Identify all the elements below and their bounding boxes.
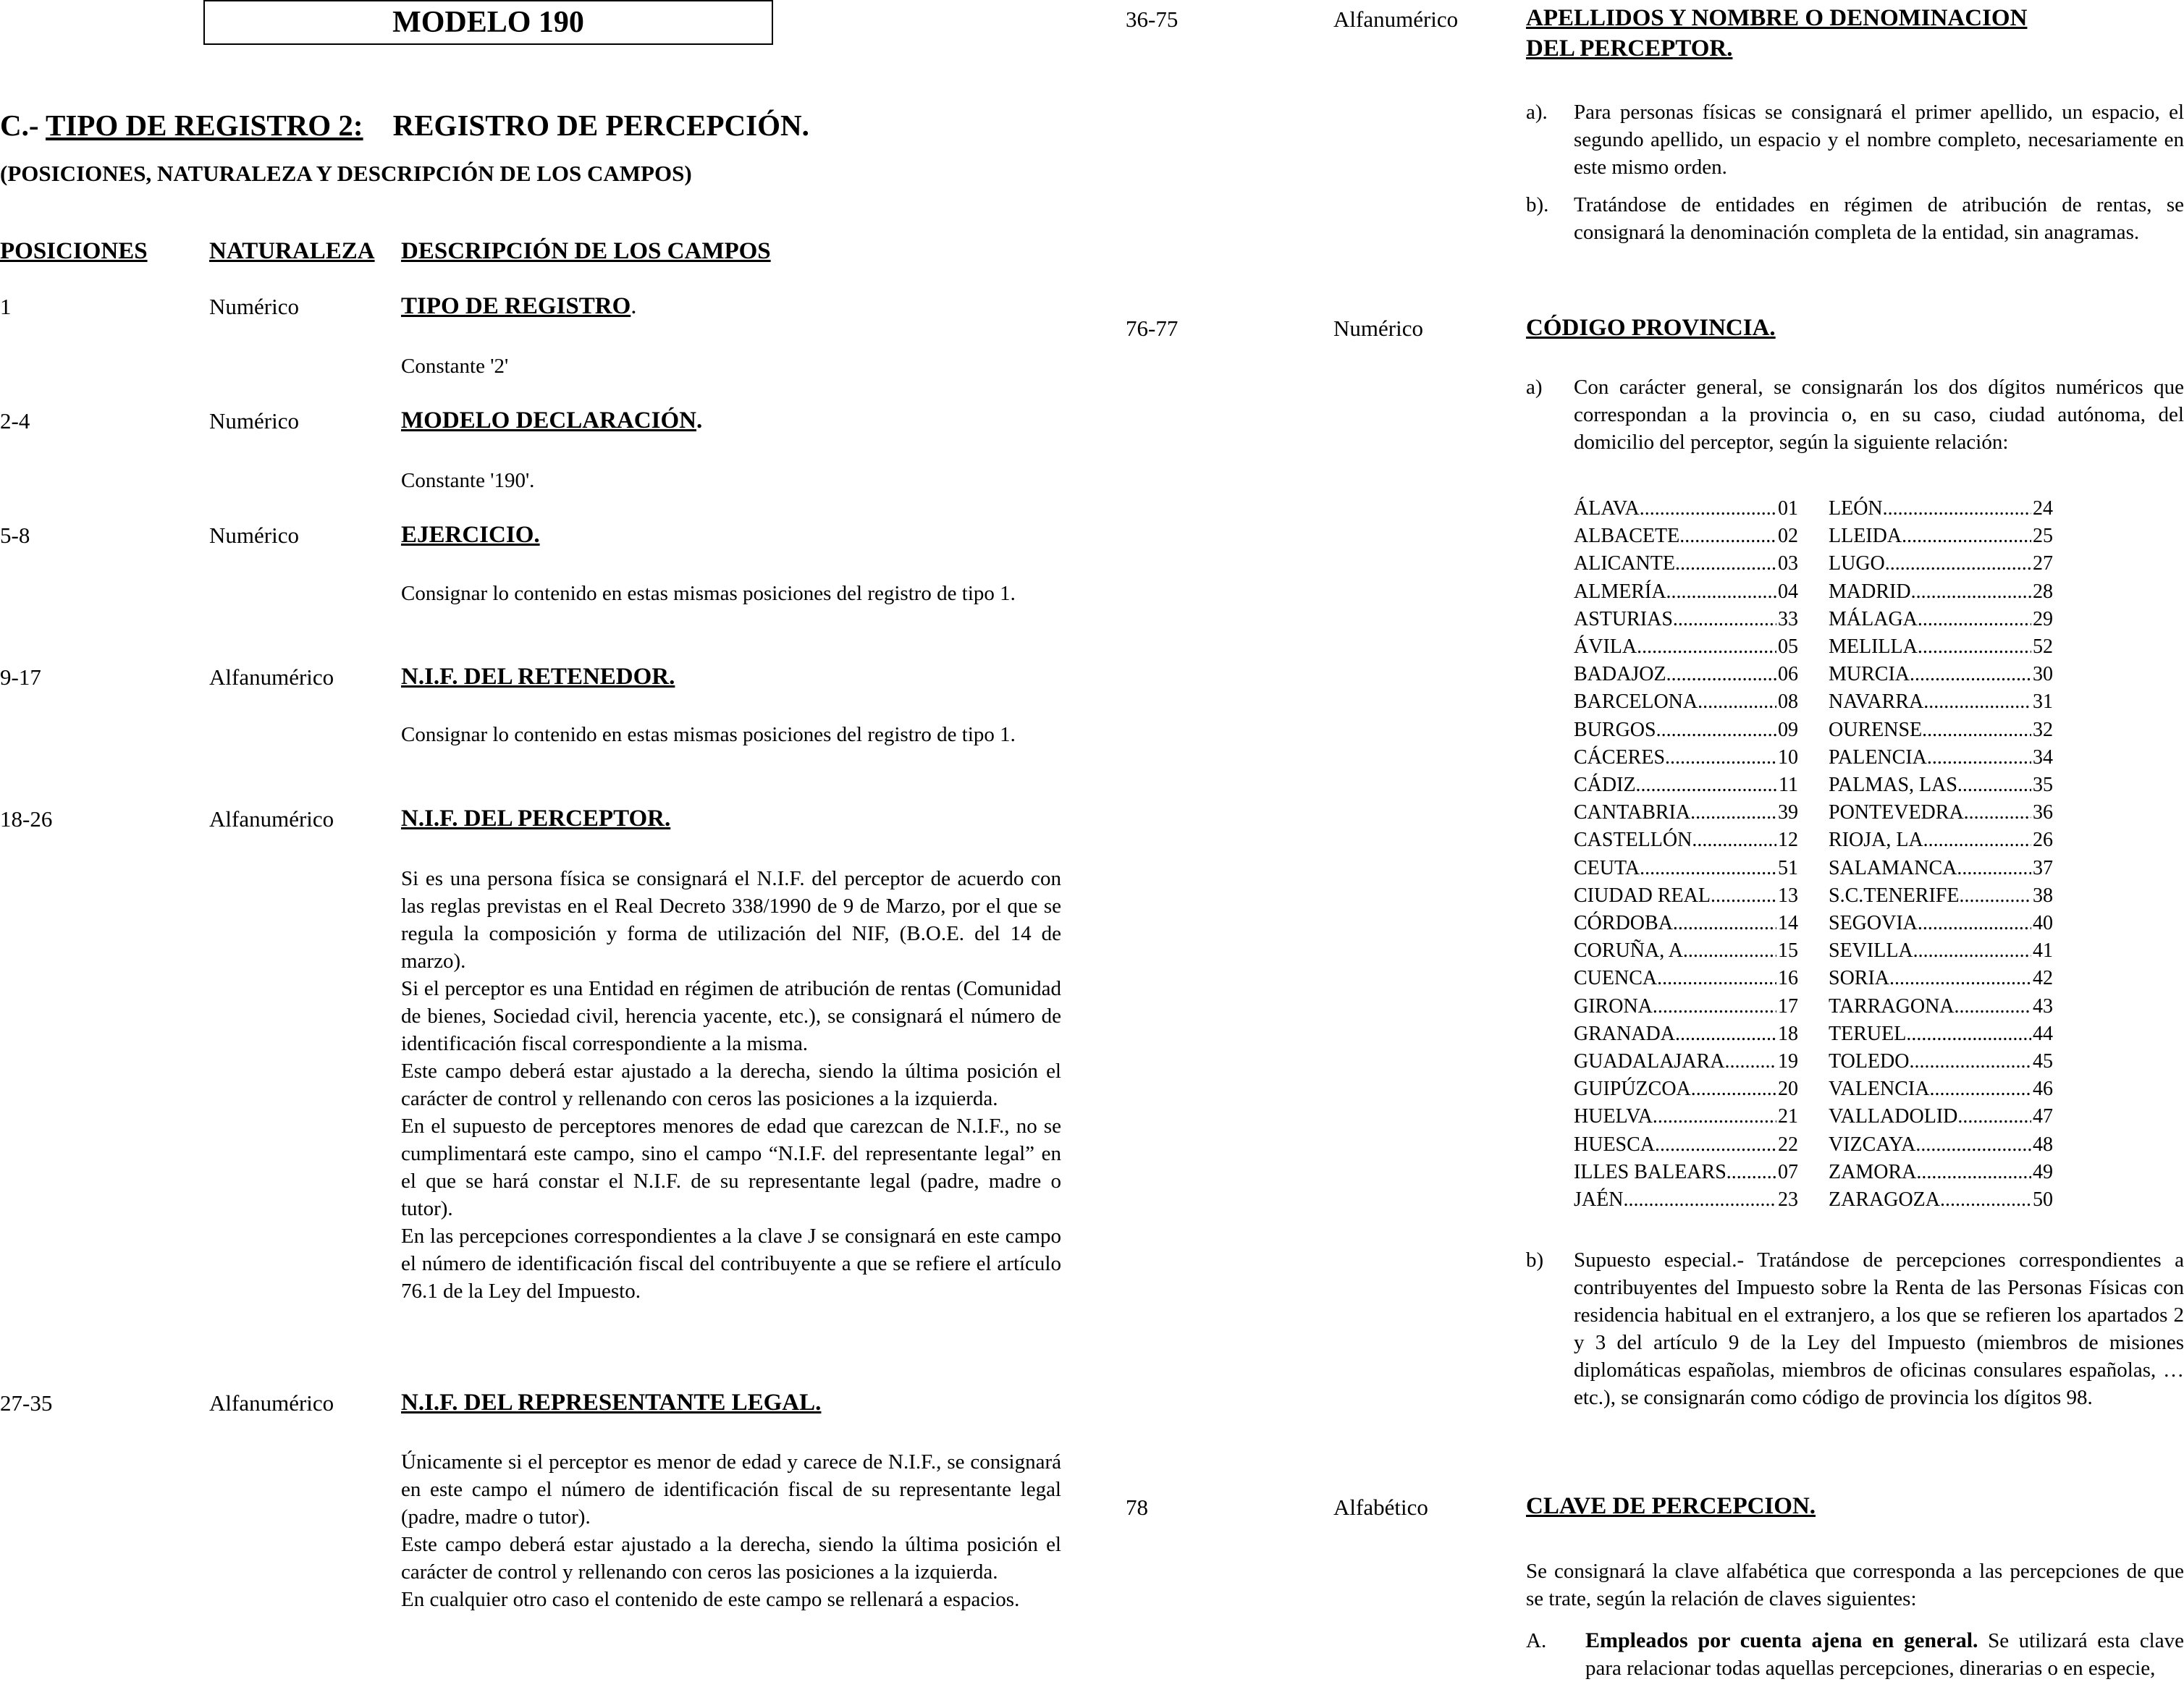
province-row xyxy=(1574,688,1798,716)
field-title-text: MODELO DECLARACIÓN xyxy=(401,407,696,434)
list-item-label: a). xyxy=(1526,101,1548,124)
province-code: 02 xyxy=(1778,525,1798,548)
province-name: OURENSE xyxy=(1829,718,1923,741)
province-row xyxy=(1574,1103,1798,1131)
field-nature: Alfabético xyxy=(1333,1495,1428,1520)
field-nature: Alfanumérico xyxy=(209,806,334,832)
dot-leader xyxy=(1902,523,2031,550)
dot-leader xyxy=(1726,1159,1776,1186)
province-row xyxy=(1829,688,2053,716)
province-name: CORUÑA, A. xyxy=(1574,939,1688,963)
dot-leader xyxy=(1957,772,2031,799)
dot-leader xyxy=(1653,993,1776,1020)
field-description: Se consignará la clave alfabética que corresponda a las percepciones de que se trate, según la relación de claves siguientes: xyxy=(1526,1560,2184,1610)
field-position: 27-35 xyxy=(0,1390,53,1416)
province-code: 38 xyxy=(2033,884,2053,907)
province-row xyxy=(1829,633,2053,661)
dot-leader xyxy=(1691,1075,1776,1103)
province-name: CÓRDOBA xyxy=(1574,912,1673,935)
province-code: 18 xyxy=(1778,1022,1798,1045)
province-name: BURGOS xyxy=(1574,718,1656,741)
dot-leader xyxy=(1623,1186,1776,1214)
field-position: 18-26 xyxy=(0,806,53,832)
province-column-left xyxy=(1574,495,1798,1214)
dot-leader xyxy=(1929,1075,2031,1103)
field-title-line: DEL PERCEPTOR. xyxy=(1526,35,1733,62)
province-code: 50 xyxy=(2033,1188,2053,1212)
field-title: N.I.F. DEL PERCEPTOR. xyxy=(401,806,671,832)
dot-leader xyxy=(1885,550,2031,578)
dot-leader xyxy=(1918,606,2031,633)
province-code: 32 xyxy=(2033,718,2053,741)
province-column-right xyxy=(1829,495,2053,1214)
dot-leader xyxy=(1657,965,1776,992)
province-name: GIRONA xyxy=(1574,994,1653,1018)
province-name: CEUTA xyxy=(1574,856,1640,879)
province-code: 34 xyxy=(2033,745,2053,769)
province-name: ZARAGOZA xyxy=(1829,1188,1940,1212)
province-code: 24 xyxy=(2033,497,2053,520)
dot-leader xyxy=(1955,993,2031,1020)
paragraph: En cualquier otro caso el contenido de este campo se rellenará a espacios. xyxy=(401,1588,1020,1611)
field-position: 1 xyxy=(0,294,12,319)
section-record-type: TIPO DE REGISTRO 2: xyxy=(46,109,363,142)
province-code: 35 xyxy=(2033,774,2053,797)
province-row xyxy=(1829,855,2053,882)
province-code: 44 xyxy=(2033,1022,2053,1045)
province-row xyxy=(1574,1159,1798,1186)
province-code: 07 xyxy=(1778,1160,1798,1183)
province-row xyxy=(1829,1075,2053,1103)
province-name: BADAJOZ xyxy=(1574,663,1666,686)
field-position: 9-17 xyxy=(0,664,41,690)
province-code: 31 xyxy=(2033,690,2053,714)
field-title-text: TIPO DE REGISTRO xyxy=(401,293,631,319)
province-name: ZAMORA xyxy=(1829,1160,1917,1183)
dot-leader xyxy=(1910,661,2031,688)
dot-leader xyxy=(1913,937,2031,965)
province-row xyxy=(1829,744,2053,772)
province-code: 22 xyxy=(1778,1133,1798,1156)
list-item-label: A. xyxy=(1526,1629,1547,1652)
field-position: 36-75 xyxy=(1126,7,1179,32)
section-subtitle: (POSICIONES, NATURALEZA Y DESCRIPCIÓN DE LOS CAMPOS) xyxy=(0,161,692,186)
province-code: 19 xyxy=(1778,1050,1798,1073)
province-name: BARCELONA xyxy=(1574,690,1698,714)
dot-leader xyxy=(1724,1048,1776,1075)
province-name: ALMERÍA xyxy=(1574,580,1666,603)
province-row xyxy=(1574,827,1798,854)
column-header-nature: NATURALEZA xyxy=(209,238,375,264)
section-record-name: REGISTRO DE PERCEPCIÓN. xyxy=(392,109,809,142)
province-row xyxy=(1574,606,1798,633)
dot-leader xyxy=(1918,633,2031,661)
province-code: 03 xyxy=(1778,552,1798,575)
province-name: CANTABRIA xyxy=(1574,801,1691,824)
province-code: 36 xyxy=(2033,801,2053,824)
province-code: 21 xyxy=(1778,1105,1798,1128)
field-description: Consignar lo contenido en estas mismas posiciones del registro de tipo 1. xyxy=(401,582,1016,605)
list-item-text: Tratándose de entidades en régimen de atribución de rentas, se consignará la denominación completa de la entidad, sin anagramas. xyxy=(1574,193,2184,244)
dot-leader xyxy=(1637,633,1776,661)
field-title: N.I.F. DEL REPRESENTANTE LEGAL. xyxy=(401,1390,822,1416)
province-code: 17 xyxy=(1778,994,1798,1018)
province-row xyxy=(1829,1048,2053,1075)
province-row xyxy=(1574,937,1798,965)
province-name: CIUDAD REAL xyxy=(1574,884,1711,907)
dot-leader xyxy=(1915,1131,2031,1159)
province-name: LUGO xyxy=(1829,552,1885,575)
field-description xyxy=(401,1448,1061,1613)
province-row xyxy=(1829,772,2053,799)
field-description: Constante '190'. xyxy=(401,469,535,492)
province-code: 40 xyxy=(2033,912,2053,935)
clave-text: Se utilizará esta clave para relacionar todas aquellas percepciones, dinerarias o en especie, xyxy=(1585,1629,2184,1680)
province-code: 26 xyxy=(2033,829,2053,852)
province-row xyxy=(1829,661,2053,688)
province-row xyxy=(1829,1131,2053,1159)
province-name: VIZCAYA xyxy=(1829,1133,1916,1156)
dot-leader xyxy=(1923,827,2031,854)
province-row xyxy=(1574,855,1798,882)
province-code: 05 xyxy=(1778,635,1798,659)
province-name: LEÓN xyxy=(1829,497,1883,520)
province-code: 13 xyxy=(1778,884,1798,907)
province-row xyxy=(1574,882,1798,910)
list-item xyxy=(1526,1246,2184,1411)
dot-leader xyxy=(1911,578,2031,606)
document-title: MODELO 190 xyxy=(203,0,773,45)
dot-leader xyxy=(1656,717,1776,744)
province-code: 49 xyxy=(2033,1160,2053,1183)
list-item-label: b) xyxy=(1526,1248,1544,1272)
list-item xyxy=(1526,191,2184,246)
paragraph: Este campo deberá estar ajustado a la derecha, siendo la última posición el carácter de control y rellenando con ceros las posiciones a la izquierda. xyxy=(401,1060,1061,1110)
province-code: 25 xyxy=(2033,525,2053,548)
province-row xyxy=(1574,965,1798,992)
dot-leader xyxy=(1889,965,2031,992)
paragraph: En las percepciones correspondientes a la clave J se consignará en este campo el número de identificación fiscal del contribuyente a que se refiere el artículo 76.1 de la Ley del Impuesto. xyxy=(401,1225,1061,1303)
province-row xyxy=(1574,717,1798,744)
dot-leader xyxy=(1675,1020,1776,1048)
field-nature: Alfanumérico xyxy=(209,1390,334,1416)
province-row xyxy=(1574,578,1798,606)
province-row xyxy=(1829,523,2053,550)
province-name: HUELVA xyxy=(1574,1105,1653,1128)
province-name: PALMAS, LAS xyxy=(1829,774,1957,797)
province-code: 43 xyxy=(2033,994,2053,1018)
paragraph: Si el perceptor es una Entidad en régimen de atribución de rentas (Comunidad de bienes, Sociedad civil, herencia yacente, etc.), se consignará el número de identificación fiscal correspondiente a la misma. xyxy=(401,977,1061,1055)
province-name: ASTURIAS xyxy=(1574,607,1673,630)
province-row xyxy=(1829,1159,2053,1186)
province-name: TERUEL xyxy=(1829,1022,1907,1045)
column-header-description: DESCRIPCIÓN DE LOS CAMPOS xyxy=(401,238,771,264)
province-row xyxy=(1574,1075,1798,1103)
province-row xyxy=(1574,495,1798,523)
list-item xyxy=(1526,98,2184,181)
section-prefix: C.- xyxy=(0,109,46,142)
field-title-suffix: . xyxy=(631,293,637,319)
province-row xyxy=(1829,993,2053,1020)
province-row xyxy=(1829,965,2053,992)
province-code: 16 xyxy=(1778,967,1798,990)
province-name: ALBACETE xyxy=(1574,525,1680,548)
province-row xyxy=(1574,799,1798,827)
province-code: 11 xyxy=(1779,774,1798,797)
province-name: SALAMANCA xyxy=(1829,856,1957,879)
dot-leader xyxy=(1640,855,1776,882)
province-row xyxy=(1829,882,2053,910)
field-description: Constante '2' xyxy=(401,355,509,378)
dot-leader xyxy=(1673,910,1776,937)
province-code: 46 xyxy=(2033,1078,2053,1101)
province-code: 28 xyxy=(2033,580,2053,603)
dot-leader xyxy=(1675,550,1776,578)
field-title: N.I.F. DEL RETENEDOR. xyxy=(401,664,675,690)
dot-leader xyxy=(1959,882,2031,910)
list-item-text: Para personas físicas se consignará el primer apellido, un espacio, el segundo apellido, un espacio y el nombre completo, necesariamente en este mismo orden. xyxy=(1574,101,2184,179)
province-name: NAVARRA xyxy=(1829,690,1924,714)
province-row xyxy=(1574,633,1798,661)
province-code: 09 xyxy=(1778,718,1798,741)
province-code: 48 xyxy=(2033,1133,2053,1156)
province-name: TARRAGONA xyxy=(1829,994,1955,1018)
list-item-text: Supuesto especial.- Tratándose de percepciones correspondientes a contribuyentes del Impuesto sobre la Renta de las Personas Físicas con residencia habitual en el extranjero, a los que se refieren los apartados 2 y 3 del artículo 9 de la Ley del Impuesto (miembros de misiones diplomáticas españolas, miembros de oficinas consulares españolas, … etc.), se consignarán como código de provincia los dígitos 98. xyxy=(1574,1248,2184,1409)
province-code: 06 xyxy=(1778,663,1798,686)
dot-leader xyxy=(1692,827,1776,854)
dot-leader xyxy=(1665,744,1776,772)
field-title-line: APELLIDOS Y NOMBRE O DENOMINACION xyxy=(1526,5,2028,31)
field-title: CÓDIGO PROVINCIA. xyxy=(1526,315,1776,341)
province-row xyxy=(1829,937,2053,965)
province-name: ÁLAVA xyxy=(1574,497,1640,520)
dot-leader xyxy=(1640,495,1776,523)
province-name: CÁCERES xyxy=(1574,745,1666,769)
province-name: ILLES BALEARS xyxy=(1574,1160,1726,1183)
field-title xyxy=(401,291,637,321)
province-row xyxy=(1829,495,2053,523)
province-row xyxy=(1829,827,2053,854)
list-item-text xyxy=(1585,1627,2184,1682)
province-code: 51 xyxy=(1778,856,1798,879)
paragraph: Únicamente si el perceptor es menor de edad y carece de N.I.F., se consignará en este campo el número de identificación fiscal de su representante legal (padre, madre o tutor). xyxy=(401,1450,1061,1529)
province-code: 12 xyxy=(1778,829,1798,852)
field-title: EJERCICIO. xyxy=(401,522,540,548)
province-name: GUIPÚZCOA xyxy=(1574,1078,1691,1101)
province-row xyxy=(1574,523,1798,550)
province-name: ALICANTE xyxy=(1574,552,1675,575)
dot-leader xyxy=(1679,523,1776,550)
province-code: 45 xyxy=(2033,1050,2053,1073)
column-header-positions: POSICIONES xyxy=(0,238,148,264)
list-item-text: Con carácter general, se consignarán los dos dígitos numéricos que correspondan a la provincia o, en su caso, ciudad autónoma, del domicilio del perceptor, según la siguiente relación: xyxy=(1574,376,2184,454)
province-name: GUADALAJARA xyxy=(1574,1050,1725,1073)
dot-leader xyxy=(1883,495,2031,523)
dot-leader xyxy=(1916,1159,2031,1186)
dot-leader xyxy=(1957,1103,2031,1131)
dot-leader xyxy=(1673,606,1776,633)
dot-leader xyxy=(1923,688,2031,716)
province-name: CUENCA xyxy=(1574,967,1658,990)
paragraph: Si es una persona física se consignará el N.I.F. del perceptor de acuerdo con las reglas previstas en el Real Decreto 338/1990 de 9 de Marzo, por el que se regula la composición y forma de utilización del NIF, (B.O.E. del 14 de marzo). xyxy=(401,867,1061,973)
dot-leader xyxy=(1666,661,1776,688)
province-row xyxy=(1829,799,2053,827)
province-name: GRANADA xyxy=(1574,1022,1675,1045)
province-row xyxy=(1574,744,1798,772)
list-item-label: a) xyxy=(1526,376,1543,399)
dot-leader xyxy=(1940,1186,2031,1214)
province-name: SEGOVIA xyxy=(1829,912,1918,935)
province-row xyxy=(1829,717,2053,744)
province-code: 39 xyxy=(1778,801,1798,824)
province-name: TOLEDO xyxy=(1829,1050,1910,1073)
province-name: PONTEVEDRA xyxy=(1829,801,1964,824)
field-title-suffix: . xyxy=(696,407,703,434)
list-item-label: b). xyxy=(1526,193,1549,216)
province-row xyxy=(1829,1186,2053,1214)
field-nature: Alfanumérico xyxy=(1333,7,1459,32)
province-code: 01 xyxy=(1778,497,1798,520)
dot-leader xyxy=(1698,688,1776,716)
field-position: 2-4 xyxy=(0,408,30,434)
province-name: CÁDIZ xyxy=(1574,774,1636,797)
dot-leader xyxy=(1655,1131,1776,1159)
province-row xyxy=(1829,606,2053,633)
province-name: CASTELLÓN xyxy=(1574,829,1692,852)
province-name: VALENCIA xyxy=(1829,1078,1930,1101)
province-name: SORIA xyxy=(1829,967,1890,990)
province-code: 15 xyxy=(1778,939,1798,963)
province-row xyxy=(1574,550,1798,578)
province-code: 42 xyxy=(2033,967,2053,990)
province-row xyxy=(1574,772,1798,799)
dot-leader xyxy=(1927,744,2031,772)
field-nature: Numérico xyxy=(1333,316,1423,341)
province-row xyxy=(1574,1131,1798,1159)
dot-leader xyxy=(1690,799,1776,827)
dot-leader xyxy=(1906,1020,2031,1048)
province-row xyxy=(1574,910,1798,937)
clave-name: Empleados por cuenta ajena en general. xyxy=(1585,1628,1978,1652)
province-code: 14 xyxy=(1778,912,1798,935)
province-row xyxy=(1574,1020,1798,1048)
field-nature: Numérico xyxy=(209,408,299,434)
province-code: 20 xyxy=(1778,1078,1798,1101)
province-row xyxy=(1574,661,1798,688)
field-nature: Numérico xyxy=(209,523,299,548)
province-code: 23 xyxy=(1778,1188,1798,1212)
province-name: HUESCA xyxy=(1574,1133,1656,1156)
field-description xyxy=(401,865,1061,1305)
dot-leader xyxy=(1909,1048,2031,1075)
province-name: S.C.TENERIFE xyxy=(1829,884,1960,907)
province-name: VALLADOLID xyxy=(1829,1105,1958,1128)
province-name: ÁVILA xyxy=(1574,635,1637,659)
dot-leader xyxy=(1964,799,2031,827)
dot-leader xyxy=(1711,882,1776,910)
province-row xyxy=(1829,1020,2053,1048)
province-name: MURCIA xyxy=(1829,663,1910,686)
province-name: MADRID xyxy=(1829,580,1911,603)
province-row xyxy=(1574,1186,1798,1214)
province-row xyxy=(1829,910,2053,937)
dot-leader xyxy=(1922,717,2031,744)
province-code: 37 xyxy=(2033,856,2053,879)
province-code: 30 xyxy=(2033,663,2053,686)
field-title: CLAVE DE PERCEPCION. xyxy=(1526,1493,1816,1519)
list-item xyxy=(1526,373,2184,456)
dot-leader xyxy=(1636,772,1777,799)
province-name: JAÉN xyxy=(1574,1188,1624,1212)
province-row xyxy=(1829,550,2053,578)
field-position: 5-8 xyxy=(0,523,30,548)
province-row xyxy=(1574,1048,1798,1075)
field-nature: Numérico xyxy=(209,294,299,319)
province-code: 29 xyxy=(2033,607,2053,630)
province-code: 41 xyxy=(2033,939,2053,963)
field-title xyxy=(401,405,702,436)
field-position: 78 xyxy=(1126,1495,1148,1520)
province-code: 04 xyxy=(1778,580,1798,603)
field-description: Consignar lo contenido en estas mismas posiciones del registro de tipo 1. xyxy=(401,723,1016,746)
province-code: 10 xyxy=(1778,745,1798,769)
province-name: LLEIDA xyxy=(1829,525,1902,548)
province-name: MELILLA xyxy=(1829,635,1918,659)
province-code: 27 xyxy=(2033,552,2053,575)
province-name: RIOJA, LA xyxy=(1829,829,1923,852)
dot-leader xyxy=(1653,1103,1776,1131)
section-title xyxy=(0,107,809,143)
province-name: SEVILLA xyxy=(1829,939,1913,963)
province-code: 47 xyxy=(2033,1105,2053,1128)
list-item xyxy=(1526,1627,2184,1682)
province-code: 33 xyxy=(1778,607,1798,630)
dot-leader xyxy=(1688,937,1776,965)
section-gap xyxy=(363,109,393,142)
dot-leader xyxy=(1918,910,2031,937)
dot-leader xyxy=(1666,578,1776,606)
province-row xyxy=(1574,993,1798,1020)
province-code: 08 xyxy=(1778,690,1798,714)
dot-leader xyxy=(1957,855,2031,882)
province-code: 52 xyxy=(2033,635,2053,659)
field-title xyxy=(1526,3,2027,64)
field-nature: Alfanumérico xyxy=(209,664,334,690)
paragraph: Este campo deberá estar ajustado a la derecha, siendo la última posición el carácter de control y rellenando con ceros las posiciones a la izquierda. xyxy=(401,1533,1061,1584)
province-name: PALENCIA xyxy=(1829,745,1927,769)
province-row xyxy=(1829,578,2053,606)
paragraph: En el supuesto de perceptores menores de edad que carezcan de N.I.F., no se cumplimentará este campo, sino el campo “N.I.F. del representante legal” en el que se hará constar el N.I.F. de su representante legal (padre, madre o tutor). xyxy=(401,1115,1061,1220)
field-position: 76-77 xyxy=(1126,316,1179,341)
province-name: MÁLAGA xyxy=(1829,607,1918,630)
province-row xyxy=(1829,1103,2053,1131)
